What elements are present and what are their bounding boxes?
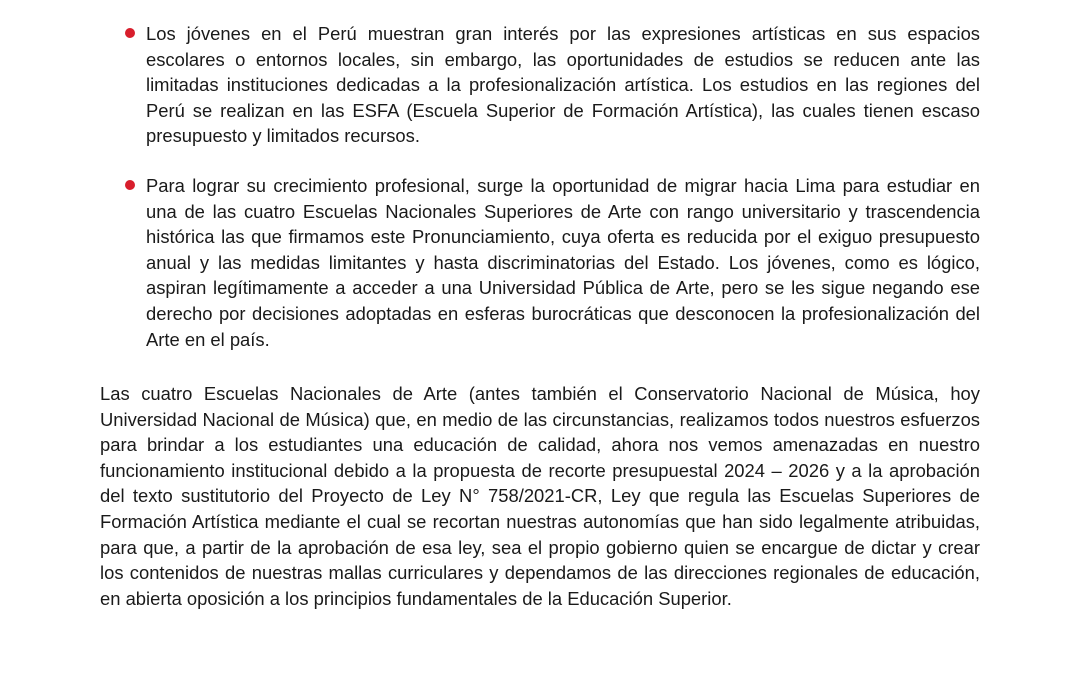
body-paragraph: Las cuatro Escuelas Nacionales de Arte (antes también el Conservatorio Nacional de Música, hoy Universidad Nacional de Música) que, en medio de las circunstancias, realizamos todos nuestros esfuerzos para brindar a los estudiantes una educación de calidad, ahora nos vemos amenazadas en nuestro funcionamiento institucional debido a la propuesta de recorte presupuestal 2024 – 2026 y a la aprobación del texto sustitutorio del Proyecto de Ley N° 758/2021-CR, Ley que regula las Escuelas Superiores de Formación Artística mediante el cual se recortan nuestras autonomías que han sido legalmente atribuidas, para que, a partir de la aprobación de esa ley, sea el propio gobierno quien se encargue de dictar y crear los contenidos de nuestras mallas curriculares y dependamos de las direcciones regionales de educación, en abierta oposición a los principios fundamentales de la Educación Superior. [100, 383, 980, 609]
bullet-dot-icon [125, 180, 135, 190]
bullet-item [146, 21, 980, 149]
bullet-item [146, 173, 980, 352]
bullet-dot-icon [125, 28, 135, 38]
bullet-list [146, 21, 980, 352]
bullet-text: Para lograr su crecimiento profesional, surge la oportunidad de migrar hacia Lima para estudiar en una de las cuatro Escuelas Nacionales Superiores de Arte con rango universitario y trascendencia histórica las que firmamos este Pronunciamiento, cuya oferta es reducida por el exiguo presupuesto anual y las medidas limitantes y hasta discriminatorias del Estado. Los jóvenes, como es lógico, aspiran legítimamente a acceder a una Universidad Pública de Arte, pero se les sigue negando ese derecho por decisiones adoptadas en esferas burocráticas que desconocen la profesionalización del Arte en el país. [146, 174, 980, 350]
bullet-text: Los jóvenes en el Perú muestran gran interés por las expresiones artísticas en sus espacios escolares o entornos locales, sin embargo, las oportunidades de estudios se reducen ante las limitadas instituciones dedicadas a la profesionalización artística. Los estudios en las regiones del Perú se realizan en las ESFA (Escuela Superior de Formación Artística), las cuales tienen escaso presupuesto y limitados recursos. [146, 23, 980, 147]
